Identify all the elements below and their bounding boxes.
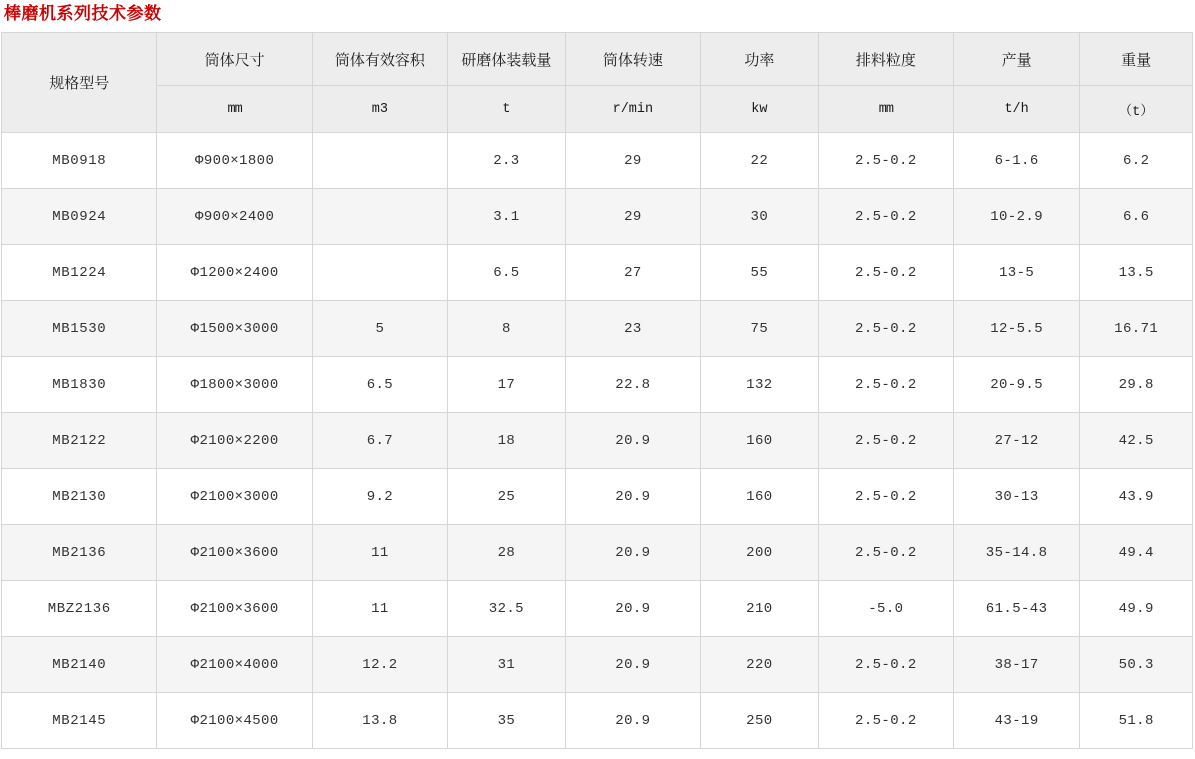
cell-media-load: 25: [447, 469, 565, 525]
column-unit-weight: （t）: [1080, 86, 1193, 133]
cell-capacity: 43-19: [953, 693, 1079, 749]
cell-capacity: 12-5.5: [953, 301, 1079, 357]
page-title: 棒磨机系列技术参数: [4, 4, 162, 23]
cell-weight: 13.5: [1080, 245, 1193, 301]
cell-capacity: 10-2.9: [953, 189, 1079, 245]
column-unit-discharge-size: mm: [818, 86, 953, 133]
column-unit-power: kw: [700, 86, 818, 133]
cell-weight: 49.9: [1080, 581, 1193, 637]
cell-model: MB1530: [2, 301, 157, 357]
cell-weight: 6.2: [1080, 133, 1193, 189]
cell-capacity: 13-5: [953, 245, 1079, 301]
cell-effective-volume: [312, 245, 447, 301]
cell-discharge-size: 2.5-0.2: [818, 357, 953, 413]
cell-model: MB2145: [2, 693, 157, 749]
cell-shell-speed: 20.9: [565, 413, 700, 469]
cell-effective-volume: 5: [312, 301, 447, 357]
cell-discharge-size: 2.5-0.2: [818, 189, 953, 245]
cell-weight: 29.8: [1080, 357, 1193, 413]
cell-shell-speed: 20.9: [565, 637, 700, 693]
cell-effective-volume: 11: [312, 581, 447, 637]
table-row: [2, 581, 1193, 637]
table-row: [2, 693, 1193, 749]
table-header-row-names: [2, 33, 1193, 86]
cell-model: MB0918: [2, 133, 157, 189]
column-header-weight: 重量: [1080, 33, 1193, 86]
cell-shell-speed: 20.9: [565, 525, 700, 581]
column-unit-shell-speed: r/min: [565, 86, 700, 133]
column-unit-shell-size: mm: [157, 86, 312, 133]
cell-shell-speed: 27: [565, 245, 700, 301]
cell-media-load: 2.3: [447, 133, 565, 189]
cell-media-load: 8: [447, 301, 565, 357]
cell-capacity: 27-12: [953, 413, 1079, 469]
cell-power: 22: [700, 133, 818, 189]
table-body: [2, 133, 1193, 749]
cell-shell-size: Φ2100×3000: [157, 469, 312, 525]
cell-discharge-size: 2.5-0.2: [818, 413, 953, 469]
table-row: [2, 189, 1193, 245]
column-header-power: 功率: [700, 33, 818, 86]
cell-shell-size: Φ2100×3600: [157, 525, 312, 581]
cell-effective-volume: 13.8: [312, 693, 447, 749]
cell-media-load: 31: [447, 637, 565, 693]
cell-power: 75: [700, 301, 818, 357]
table-row: [2, 413, 1193, 469]
cell-media-load: 18: [447, 413, 565, 469]
cell-power: 160: [700, 469, 818, 525]
column-header-model: 规格型号: [2, 33, 157, 133]
column-unit-media-load: t: [447, 86, 565, 133]
cell-power: 210: [700, 581, 818, 637]
table-row: [2, 357, 1193, 413]
cell-media-load: 32.5: [447, 581, 565, 637]
cell-media-load: 17: [447, 357, 565, 413]
cell-capacity: 61.5-43: [953, 581, 1079, 637]
cell-shell-size: Φ1200×2400: [157, 245, 312, 301]
cell-media-load: 6.5: [447, 245, 565, 301]
cell-shell-size: Φ2100×3600: [157, 581, 312, 637]
column-header-shell-speed: 筒体转速: [565, 33, 700, 86]
column-header-discharge-size: 排料粒度: [818, 33, 953, 86]
cell-discharge-size: 2.5-0.2: [818, 469, 953, 525]
table-row: [2, 301, 1193, 357]
cell-shell-speed: 22.8: [565, 357, 700, 413]
cell-shell-speed: 20.9: [565, 581, 700, 637]
column-header-capacity: 产量: [953, 33, 1079, 86]
table-row: [2, 245, 1193, 301]
cell-model: MB2122: [2, 413, 157, 469]
table-row: [2, 469, 1193, 525]
cell-weight: 51.8: [1080, 693, 1193, 749]
table-row: [2, 525, 1193, 581]
cell-media-load: 35: [447, 693, 565, 749]
table-head: [2, 33, 1193, 133]
cell-discharge-size: 2.5-0.2: [818, 693, 953, 749]
cell-shell-speed: 20.9: [565, 469, 700, 525]
cell-weight: 49.4: [1080, 525, 1193, 581]
cell-power: 30: [700, 189, 818, 245]
cell-model: MB0924: [2, 189, 157, 245]
cell-effective-volume: 12.2: [312, 637, 447, 693]
cell-weight: 6.6: [1080, 189, 1193, 245]
cell-model: MB2140: [2, 637, 157, 693]
table-row: [2, 133, 1193, 189]
cell-capacity: 35-14.8: [953, 525, 1079, 581]
cell-power: 220: [700, 637, 818, 693]
cell-discharge-size: 2.5-0.2: [818, 525, 953, 581]
cell-shell-size: Φ1800×3000: [157, 357, 312, 413]
cell-shell-size: Φ1500×3000: [157, 301, 312, 357]
cell-effective-volume: 9.2: [312, 469, 447, 525]
cell-weight: 16.71: [1080, 301, 1193, 357]
cell-power: 160: [700, 413, 818, 469]
cell-shell-size: Φ2100×4500: [157, 693, 312, 749]
cell-weight: 42.5: [1080, 413, 1193, 469]
cell-capacity: 6-1.6: [953, 133, 1079, 189]
cell-discharge-size: 2.5-0.2: [818, 133, 953, 189]
cell-power: 132: [700, 357, 818, 413]
cell-discharge-size: 2.5-0.2: [818, 301, 953, 357]
cell-weight: 50.3: [1080, 637, 1193, 693]
cell-shell-size: Φ2100×4000: [157, 637, 312, 693]
cell-effective-volume: 6.7: [312, 413, 447, 469]
cell-shell-size: Φ900×1800: [157, 133, 312, 189]
cell-effective-volume: 6.5: [312, 357, 447, 413]
cell-capacity: 38-17: [953, 637, 1079, 693]
cell-shell-speed: 29: [565, 133, 700, 189]
cell-power: 200: [700, 525, 818, 581]
cell-power: 250: [700, 693, 818, 749]
table-header-row-units: [2, 86, 1193, 133]
cell-shell-speed: 29: [565, 189, 700, 245]
cell-model: MB1224: [2, 245, 157, 301]
cell-shell-size: Φ900×2400: [157, 189, 312, 245]
cell-effective-volume: 11: [312, 525, 447, 581]
table-row: [2, 637, 1193, 693]
cell-shell-speed: 20.9: [565, 693, 700, 749]
column-unit-effective-volume: m3: [312, 86, 447, 133]
cell-discharge-size: 2.5-0.2: [818, 245, 953, 301]
column-header-shell-size: 筒体尺寸: [157, 33, 312, 86]
column-header-media-load: 研磨体装载量: [447, 33, 565, 86]
cell-model: MB1830: [2, 357, 157, 413]
cell-capacity: 20-9.5: [953, 357, 1079, 413]
cell-shell-speed: 23: [565, 301, 700, 357]
cell-model: MB2130: [2, 469, 157, 525]
cell-discharge-size: 2.5-0.2: [818, 637, 953, 693]
column-header-effective-volume: 筒体有效容积: [312, 33, 447, 86]
cell-capacity: 30-13: [953, 469, 1079, 525]
cell-power: 55: [700, 245, 818, 301]
cell-shell-size: Φ2100×2200: [157, 413, 312, 469]
cell-discharge-size: -5.0: [818, 581, 953, 637]
cell-weight: 43.9: [1080, 469, 1193, 525]
cell-media-load: 3.1: [447, 189, 565, 245]
cell-media-load: 28: [447, 525, 565, 581]
column-unit-capacity: t/h: [953, 86, 1079, 133]
cell-model: MBZ2136: [2, 581, 157, 637]
spec-table: [1, 32, 1193, 749]
cell-effective-volume: [312, 133, 447, 189]
cell-model: MB2136: [2, 525, 157, 581]
cell-effective-volume: [312, 189, 447, 245]
